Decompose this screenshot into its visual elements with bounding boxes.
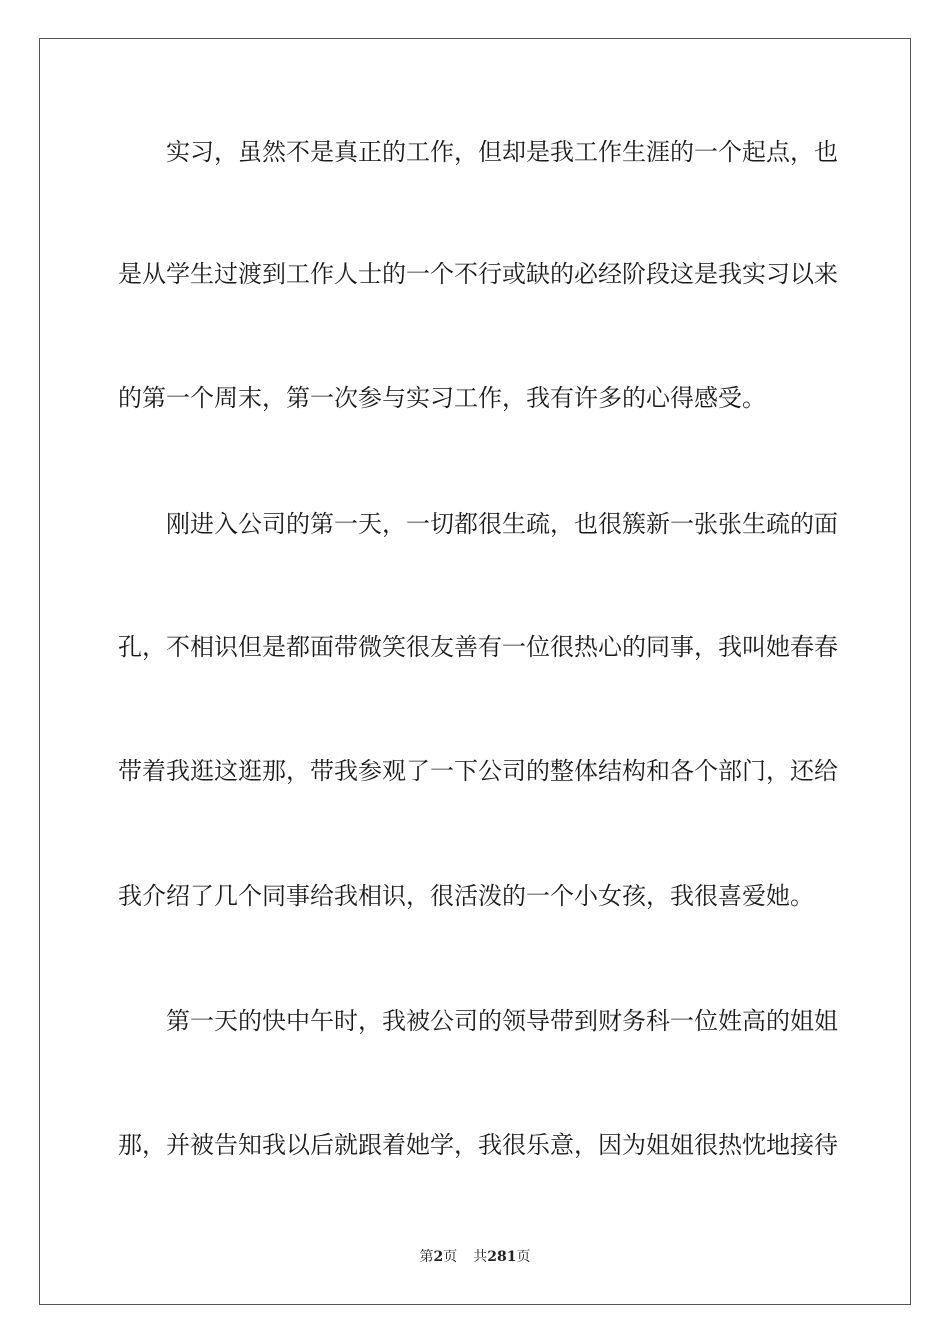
page-footer bbox=[0, 1247, 950, 1267]
paragraph-3-line-1: 第一天的快中午时，我被公司的领导带到财务科一位姓高的姐姐 bbox=[166, 1007, 838, 1035]
paragraph-3-line-2: 那，并被告知我以后就跟着她学，我很乐意，因为姐姐很热忱地接待 bbox=[118, 1131, 838, 1159]
paragraph-2-line-2: 孔，不相识但是都面带微笑很友善有一位很热心的同事，我叫她春春 bbox=[118, 633, 838, 661]
total-suffix: 页 bbox=[516, 1249, 531, 1265]
paragraph-1-line-3: 的第一个周末，第一次参与实习工作，我有许多的心得感受。 bbox=[118, 384, 766, 412]
page-prefix: 第 bbox=[419, 1249, 434, 1265]
paragraph-1-line-1: 实习，虽然不是真正的工作，但却是我工作生涯的一个起点，也 bbox=[166, 138, 838, 166]
paragraph-2-line-4: 我介绍了几个同事给我相识，很活泼的一个小女孩，我很喜爱她。 bbox=[118, 882, 814, 910]
page-current: 2 bbox=[433, 1249, 444, 1265]
page-frame bbox=[39, 38, 911, 1305]
paragraph-1-line-2: 是从学生过渡到工作人士的一个不行或缺的必经阶段这是我实习以来 bbox=[118, 260, 838, 288]
page-total: 281 bbox=[487, 1249, 517, 1265]
paragraph-2-line-3: 带着我逛这逛那，带我参观了一下公司的整体结构和各个部门，还给 bbox=[118, 757, 838, 785]
page-suffix: 页 bbox=[443, 1249, 458, 1265]
total-prefix: 共 bbox=[473, 1249, 488, 1265]
paragraph-2-line-1: 刚进入公司的第一天，一切都很生疏，也很簇新一张张生疏的面 bbox=[166, 510, 838, 538]
